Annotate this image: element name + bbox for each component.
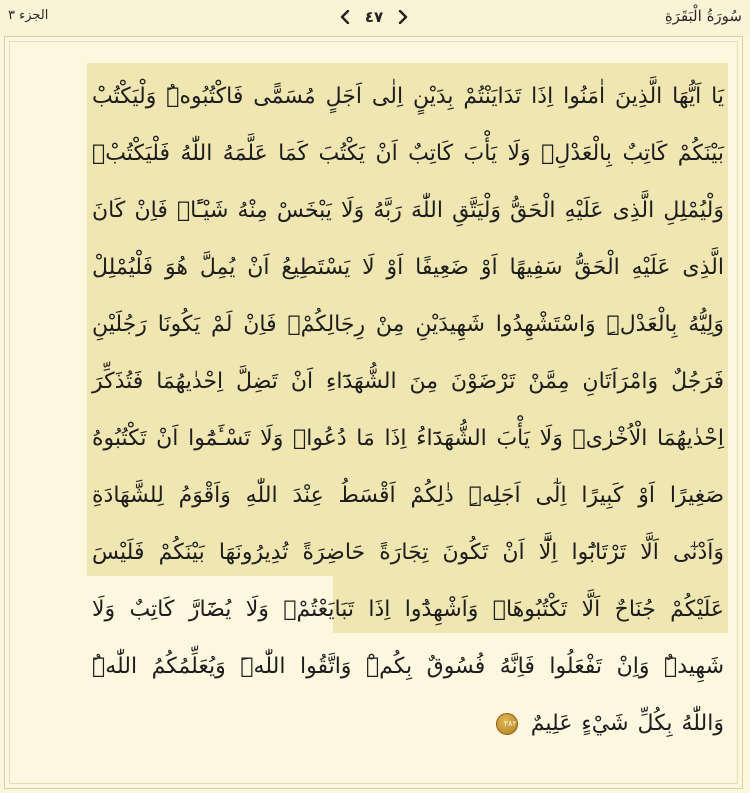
chevron-left-icon: [340, 10, 350, 24]
ayah-number-marker[interactable]: ٢٨٢: [496, 713, 518, 735]
surah-name: سُورَةُ الْبَقَرَةِ: [664, 7, 742, 25]
prev-page-button[interactable]: [338, 5, 352, 29]
juz-label: الجزء ٣: [8, 8, 49, 23]
page-navigation: [338, 5, 410, 29]
verse-text-block[interactable]: [92, 68, 724, 752]
page-header: [0, 0, 750, 36]
verse-text: يَا اَيُّهَا الَّذِينَ اٰمَنُوا اِذَا تَدَايَنْتُمْ بِدَيْنٍ اِلٰى اَجَلٍ مُسَمًّى فَاكْتُبُوهُۜ وَلْيَكْتُبْ بَيْنَكُمْ كَاتِبٌ بِالْعَدْلِۖ وَلَا يَأْبَ كَاتِبٌ اَنْ يَكْتُبَ كَمَا عَلَّمَهُ اللّٰهُ فَلْيَكْتُبْۚ وَلْيُمْلِلِ الَّذِى عَلَيْهِ الْحَقُّ وَلْيَتَّقِ اللّٰهَ رَبَّهُ وَلَا يَبْخَسْ مِنْهُ شَيْـًٔاۜ فَاِنْ كَانَ الَّذِى عَلَيْهِ الْحَقُّ سَفِيهًا اَوْ ضَعِيفًا اَوْ لَا يَسْتَطِيعُ اَنْ يُمِلَّ هُوَ فَلْيُمْلِلْ وَلِيُّهُ بِالْعَدْلِۜ وَاسْتَشْهِدُوا شَهِيدَيْنِ مِنْ رِجَالِكُمْۚ فَاِنْ لَمْ يَكُونَا رَجُلَيْنِ فَرَجُلٌ وَامْرَاَتَانِ مِمَّنْ تَرْضَوْنَ مِنَ الشُّهَدَٓاءِ اَنْ تَضِلَّ اِحْدٰيهُمَا فَتُذَكِّرَ اِحْدٰيهُمَا الْاُخْرٰىۜ وَلَا يَأْبَ الشُّهَدَٓاءُ اِذَا مَا دُعُواۜ وَلَا تَسْـَٔمُٓوا اَنْ تَكْتُبُوهُ صَغِيرًا اَوْ كَبِيرًا اِلٰٓى اَجَلِهِۜ ذٰلِكُمْ اَقْسَطُ عِنْدَ اللّٰهِ وَاَقْوَمُ لِلشَّهَادَةِ وَاَدْنٰٓى اَلَّا تَرْتَابُٓوا اِلَّٓا اَنْ تَكُونَ تِجَارَةً حَاضِرَةً تُدِيرُونَهَا بَيْنَكُمْ فَلَيْسَ عَلَيْكُمْ جُنَاحٌ اَلَّا تَكْتُبُوهَاۜ وَاَشْهِدُٓوا اِذَا تَبَايَعْتُمْۖ وَلَا يُضَٓارَّ كَاتِبٌ وَلَا شَهِيدٌۜ وَاِنْ تَفْعَلُوا فَاِنَّهُ فُسُوقٌ بِكُمْۜ وَاتَّقُوا اللّٰهَۜ وَيُعَلِّمُكُمُ اللّٰهُۜ وَاللّٰهُ بِكُلِّ شَيْءٍ عَلِيمٌ: [92, 84, 724, 736]
next-page-button[interactable]: [396, 5, 410, 29]
page-number: ٤٧: [364, 8, 384, 26]
chevron-right-icon: [398, 10, 408, 24]
